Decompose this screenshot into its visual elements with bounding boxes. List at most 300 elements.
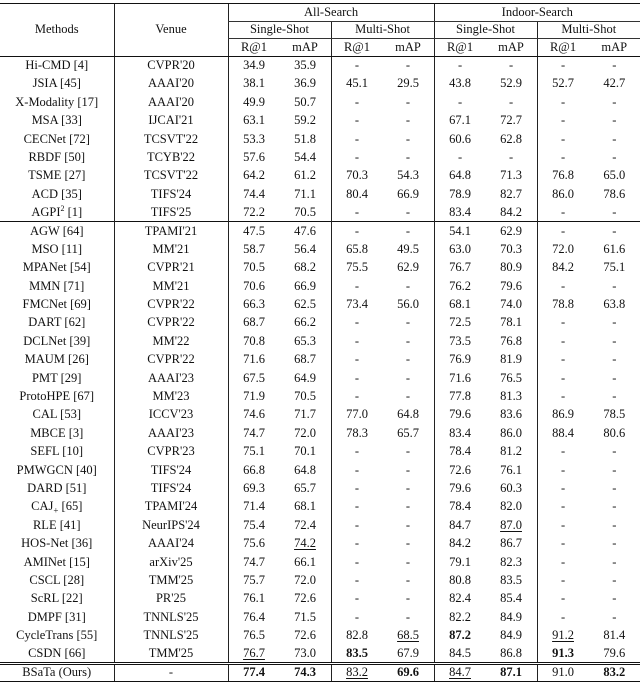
table-row xyxy=(0,56,640,74)
table-row xyxy=(0,571,640,589)
table-row xyxy=(0,663,640,681)
r1-value: 82.2 xyxy=(434,608,486,626)
r1-value: 74.7 xyxy=(228,424,280,442)
method-name: PMT [29] xyxy=(32,370,82,385)
map-value: 65.0 xyxy=(603,168,626,183)
venue: TIFS'24 xyxy=(114,479,228,497)
method-name: CAL [53] xyxy=(32,407,81,422)
map-value: 63.8 xyxy=(603,297,626,312)
r1-value: 72.6 xyxy=(434,461,486,479)
method-name: DART [62] xyxy=(28,315,86,330)
r1-value: 76.5 xyxy=(228,626,280,644)
map-value: 78.5 xyxy=(603,407,626,422)
r1-value: 63.1 xyxy=(228,111,280,129)
map-header: mAP xyxy=(280,39,332,57)
r1-value: - xyxy=(331,387,383,405)
map-value: - xyxy=(612,149,617,164)
table-row xyxy=(0,167,640,185)
map-value: 81.3 xyxy=(500,389,522,403)
r1-value: 75.5 xyxy=(331,259,383,277)
map-value: 67.9 xyxy=(397,645,419,660)
map-value: 50.7 xyxy=(294,94,316,109)
r1-value: 66.8 xyxy=(228,461,280,479)
r1-value: 74.6 xyxy=(228,406,280,424)
map-value: 69.6 xyxy=(383,663,435,681)
map-value: - xyxy=(405,591,411,606)
r1-value: 77.8 xyxy=(434,387,486,405)
r1-value: - xyxy=(537,203,589,221)
table-row xyxy=(0,259,640,277)
r1-value: 53.3 xyxy=(228,130,280,148)
r1-value: 76.7 xyxy=(228,645,280,663)
table-row xyxy=(0,369,640,387)
method-name: RLE [41] xyxy=(32,517,81,532)
venue: ICCV'23 xyxy=(114,406,228,424)
r1-value: 64.2 xyxy=(228,167,280,185)
map-value: 81.4 xyxy=(603,628,626,643)
r1-header: R@1 xyxy=(228,39,280,57)
r1-value: 88.4 xyxy=(537,424,589,442)
map-value: 86.0 xyxy=(500,425,522,440)
r1-value: 83.4 xyxy=(434,203,486,221)
map-value: 72.6 xyxy=(294,591,316,606)
map-value: 74.0 xyxy=(500,297,522,312)
venue: CVPR'22 xyxy=(114,295,228,313)
map-value: 81.2 xyxy=(500,444,522,459)
map-value: - xyxy=(612,499,617,514)
r1-value: 72.2 xyxy=(228,203,280,221)
table-row xyxy=(0,277,640,295)
r1-value: 76.2 xyxy=(434,277,486,295)
map-value: 49.5 xyxy=(397,241,419,256)
r1-value: 70.6 xyxy=(228,277,280,295)
r1-value: - xyxy=(331,479,383,497)
r1-value: 76.7 xyxy=(434,259,486,277)
r1-value: 75.6 xyxy=(228,534,280,552)
map-value: 56.0 xyxy=(397,297,419,312)
map-value: 85.4 xyxy=(500,591,522,606)
r1-value: - xyxy=(331,93,383,111)
map-value: - xyxy=(508,58,514,73)
map-value: 66.2 xyxy=(294,315,316,330)
venue: IJCAI'21 xyxy=(114,111,228,129)
map-value: 70.1 xyxy=(294,444,316,459)
map-value: 42.7 xyxy=(603,76,626,91)
venue: MM'21 xyxy=(114,240,228,258)
map-value: 54.3 xyxy=(397,168,419,183)
map-value: - xyxy=(405,113,411,128)
r1-value: - xyxy=(434,56,486,74)
method-name: CSDN [66] xyxy=(28,645,86,660)
r1-value: 84.7 xyxy=(434,516,486,534)
r1-value: - xyxy=(537,130,589,148)
r1-value: - xyxy=(331,369,383,387)
venue: TIFS'24 xyxy=(114,185,228,203)
map-value: - xyxy=(405,352,411,367)
map-value: - xyxy=(612,333,617,348)
r1-value: 54.1 xyxy=(434,222,486,240)
r1-value: 70.5 xyxy=(228,259,280,277)
table-row xyxy=(0,406,640,424)
map-value: - xyxy=(405,149,411,164)
map-value: 65.3 xyxy=(294,333,316,348)
r1-value: - xyxy=(537,148,589,166)
map-value: - xyxy=(612,58,617,73)
r1-value: 76.9 xyxy=(434,351,486,369)
r1-value: 67.5 xyxy=(228,369,280,387)
r1-value: - xyxy=(331,203,383,221)
map-value: 72.0 xyxy=(294,425,316,440)
table-row xyxy=(0,479,640,497)
venue: PR'25 xyxy=(114,590,228,608)
map-value: - xyxy=(405,517,411,532)
map-value: 59.2 xyxy=(294,113,316,128)
r1-value: - xyxy=(537,498,589,516)
venue: TNNLS'25 xyxy=(114,608,228,626)
map-value: 86.8 xyxy=(500,645,522,660)
map-value: 75.1 xyxy=(603,260,626,275)
map-value: 72.7 xyxy=(500,113,522,128)
map-value: - xyxy=(589,222,640,240)
r1-value: 82.8 xyxy=(331,626,383,644)
venue: TCSVT'22 xyxy=(114,130,228,148)
method-name: FMCNet [69] xyxy=(22,297,91,312)
table-row xyxy=(0,387,640,405)
map-value: 76.8 xyxy=(500,333,522,348)
r1-value: - xyxy=(537,56,589,74)
r1-value: 84.5 xyxy=(434,645,486,663)
map-value: - xyxy=(405,572,411,587)
method-name: X-Modality [17] xyxy=(15,94,99,109)
r1-value: 84.2 xyxy=(537,259,589,277)
r1-value: - xyxy=(331,56,383,74)
r1-value: 66.3 xyxy=(228,295,280,313)
table-row xyxy=(0,553,640,571)
method-name: MPANet [54] xyxy=(22,260,91,275)
map-value: 84.9 xyxy=(500,628,522,643)
r1-value: - xyxy=(331,351,383,369)
map-value: 80.9 xyxy=(500,260,522,275)
r1-value: - xyxy=(331,442,383,460)
map-value: 71.3 xyxy=(500,168,522,183)
venue: TPAMI'21 xyxy=(114,222,228,240)
venue: - xyxy=(114,663,228,681)
map-value: - xyxy=(405,94,411,109)
venue: AAAI'23 xyxy=(114,424,228,442)
r1-value: - xyxy=(537,369,589,387)
map-value: 79.6 xyxy=(603,645,626,660)
map-header: mAP xyxy=(383,39,435,57)
r1-value: - xyxy=(331,222,383,240)
r1-value: 86.9 xyxy=(537,406,589,424)
map-value: - xyxy=(405,499,411,514)
r1-value: - xyxy=(537,332,589,350)
method-name: CSCL [28] xyxy=(29,572,85,587)
method-name: CECNet [72] xyxy=(23,131,90,146)
map-value: 80.6 xyxy=(603,425,626,440)
map-value: 65.7 xyxy=(294,480,316,495)
table-row xyxy=(0,516,640,534)
map-value: 87.0 xyxy=(500,517,522,532)
map-value: 84.9 xyxy=(500,609,522,624)
table-row xyxy=(0,590,640,608)
method-name: Hi-CMD [4] xyxy=(25,58,89,73)
method-name: MAUM [26] xyxy=(24,352,89,367)
all-search-header: All-Search xyxy=(228,4,434,22)
r1-value: 71.4 xyxy=(228,498,280,516)
r1-value: 68.1 xyxy=(434,295,486,313)
venue: AAAI'20 xyxy=(114,93,228,111)
r1-value: 57.6 xyxy=(228,148,280,166)
map-value: - xyxy=(405,131,411,146)
table-row xyxy=(0,75,640,93)
r1-value: - xyxy=(331,553,383,571)
r1-value: 83.5 xyxy=(331,645,383,663)
results-body xyxy=(0,56,640,681)
r1-value: 49.9 xyxy=(228,93,280,111)
table-row xyxy=(0,222,640,240)
venue: CVPR'22 xyxy=(114,351,228,369)
r1-value: 86.0 xyxy=(537,185,589,203)
map-value: 87.1 xyxy=(486,663,538,681)
map-value: 65.7 xyxy=(397,425,419,440)
venue: TNNLS'25 xyxy=(114,626,228,644)
table-row xyxy=(0,442,640,460)
map-value: - xyxy=(612,113,617,128)
table-row xyxy=(0,240,640,258)
map-value: 62.9 xyxy=(486,222,538,240)
r1-value: - xyxy=(331,148,383,166)
table-row xyxy=(0,645,640,663)
map-value: - xyxy=(612,278,617,293)
venue: MM'21 xyxy=(114,277,228,295)
map-value: 68.7 xyxy=(294,352,316,367)
r1-value: 78.8 xyxy=(537,295,589,313)
map-value: - xyxy=(612,554,617,569)
table-row xyxy=(0,424,640,442)
r1-value: - xyxy=(331,461,383,479)
r1-value: 84.2 xyxy=(434,534,486,552)
method-name: DCLNet [39] xyxy=(23,333,91,348)
r1-header: R@1 xyxy=(331,39,383,57)
method-name: JSIA [45] xyxy=(32,76,81,91)
map-value: - xyxy=(612,94,617,109)
venue: CVPR'21 xyxy=(114,259,228,277)
map-value: - xyxy=(405,278,411,293)
r1-value: 74.4 xyxy=(228,185,280,203)
r1-value: 76.1 xyxy=(228,590,280,608)
r1-value: 80.8 xyxy=(434,571,486,589)
r1-value: 78.3 xyxy=(331,424,383,442)
map-value: - xyxy=(405,204,411,219)
r1-value: - xyxy=(537,351,589,369)
r1-value: 74.7 xyxy=(228,553,280,571)
map-value: 29.5 xyxy=(397,76,419,91)
table-row xyxy=(0,332,640,350)
r1-value: 84.7 xyxy=(434,663,486,681)
r1-value: - xyxy=(331,130,383,148)
map-value: - xyxy=(612,609,617,624)
venue: TIFS'25 xyxy=(114,203,228,221)
map-value: 64.8 xyxy=(294,462,316,477)
venue: AAAI'20 xyxy=(114,75,228,93)
table-row xyxy=(0,93,640,111)
r1-value: 73.4 xyxy=(331,295,383,313)
map-value: 86.7 xyxy=(500,536,522,551)
map-value: 66.1 xyxy=(294,554,316,569)
single-shot-header: Single-Shot xyxy=(434,21,537,39)
table-row xyxy=(0,461,640,479)
r1-value: 71.9 xyxy=(228,387,280,405)
r1-value: - xyxy=(537,111,589,129)
r1-value: - xyxy=(331,498,383,516)
map-value: - xyxy=(405,370,411,385)
r1-value: 63.0 xyxy=(434,240,486,258)
map-value: 66.9 xyxy=(294,278,316,293)
method-name: MMN [71] xyxy=(29,278,85,293)
method-name: HOS-Net [36] xyxy=(21,536,93,551)
map-value: 70.5 xyxy=(294,389,316,403)
venue-header: Venue xyxy=(114,4,228,57)
r1-value: - xyxy=(537,314,589,332)
map-value: - xyxy=(612,389,617,403)
method-name: AMINet [15] xyxy=(23,554,90,569)
r1-value: - xyxy=(537,387,589,405)
map-value: 62.5 xyxy=(294,297,316,312)
r1-value: 80.4 xyxy=(331,185,383,203)
r1-value: - xyxy=(331,277,383,295)
venue: TIFS'24 xyxy=(114,461,228,479)
r1-value: - xyxy=(537,608,589,626)
table-row xyxy=(0,498,640,516)
r1-value: 79.1 xyxy=(434,553,486,571)
r1-value: 83.2 xyxy=(331,663,383,681)
method-name: AGW [64] xyxy=(0,222,114,240)
r1-value: 72.0 xyxy=(537,240,589,258)
table-row xyxy=(0,534,640,552)
map-value: 84.2 xyxy=(500,204,522,219)
r1-value: 58.7 xyxy=(228,240,280,258)
map-value: - xyxy=(612,315,617,330)
multi-shot-header: Multi-Shot xyxy=(537,21,640,39)
method-name: DARD [51] xyxy=(27,480,87,495)
map-value: 73.0 xyxy=(294,645,316,660)
venue: CVPR'20 xyxy=(114,56,228,74)
table-row xyxy=(0,148,640,166)
map-value: - xyxy=(405,315,411,330)
r1-value: 47.5 xyxy=(228,222,280,240)
table-row xyxy=(0,626,640,644)
results-table xyxy=(0,3,640,682)
r1-value: 71.6 xyxy=(434,369,486,387)
map-value: - xyxy=(405,444,411,459)
r1-value: - xyxy=(434,148,486,166)
method-name: BSaTa (Ours) xyxy=(0,663,114,681)
method-name: MSA [33] xyxy=(31,113,82,128)
map-value: 78.6 xyxy=(603,186,626,201)
map-header: mAP xyxy=(589,39,640,57)
map-value: - xyxy=(405,480,411,495)
map-value: 76.5 xyxy=(500,370,522,385)
r1-value: - xyxy=(331,534,383,552)
r1-value: - xyxy=(331,590,383,608)
map-value: 68.5 xyxy=(397,628,419,643)
map-value: - xyxy=(612,462,617,477)
table-row xyxy=(0,203,640,221)
r1-value: 43.8 xyxy=(434,75,486,93)
table-row xyxy=(0,314,640,332)
method-name: RBDF [50] xyxy=(28,149,86,164)
table-row xyxy=(0,185,640,203)
method-name: MBCE [3] xyxy=(30,425,84,440)
map-value: 79.6 xyxy=(500,278,522,293)
r1-value: 72.5 xyxy=(434,314,486,332)
map-value: 35.9 xyxy=(294,58,316,73)
map-value: - xyxy=(508,94,514,109)
r1-value: - xyxy=(537,479,589,497)
r1-value: 82.4 xyxy=(434,590,486,608)
map-value: - xyxy=(405,389,411,403)
map-value: 72.6 xyxy=(294,628,316,643)
r1-value: 68.7 xyxy=(228,314,280,332)
r1-value: 87.2 xyxy=(434,626,486,644)
r1-value: - xyxy=(537,222,589,240)
map-value: 82.0 xyxy=(500,499,522,514)
multi-shot-header: Multi-Shot xyxy=(331,21,434,39)
map-value: 72.4 xyxy=(294,517,316,532)
map-value: 71.1 xyxy=(294,186,316,201)
map-value: - xyxy=(405,462,411,477)
r1-value: - xyxy=(537,277,589,295)
r1-value: 70.8 xyxy=(228,332,280,350)
r1-value: 67.1 xyxy=(434,111,486,129)
r1-value: 45.1 xyxy=(331,75,383,93)
map-value: - xyxy=(405,536,411,551)
r1-value: - xyxy=(537,590,589,608)
map-value: - xyxy=(383,222,435,240)
indoor-search-header: Indoor-Search xyxy=(434,4,640,22)
map-value: - xyxy=(612,536,617,551)
map-value: 54.4 xyxy=(294,149,316,164)
r1-header: R@1 xyxy=(434,39,486,57)
r1-value: 83.4 xyxy=(434,424,486,442)
r1-value: 71.6 xyxy=(228,351,280,369)
r1-header: R@1 xyxy=(537,39,589,57)
venue: arXiv'25 xyxy=(114,553,228,571)
map-value: - xyxy=(612,444,617,459)
r1-value: 65.8 xyxy=(331,240,383,258)
r1-value: 77.4 xyxy=(228,663,280,681)
venue: TPAMI'24 xyxy=(114,498,228,516)
method-name: $CAJ_+$ [65] xyxy=(31,498,83,516)
r1-value: 91.2 xyxy=(537,626,589,644)
venue: TMM'25 xyxy=(114,571,228,589)
table-row xyxy=(0,295,640,313)
r1-value: 73.5 xyxy=(434,332,486,350)
map-value: - xyxy=(612,131,617,146)
map-value: - xyxy=(612,591,617,606)
map-value: 83.2 xyxy=(589,663,640,681)
r1-value: - xyxy=(331,332,383,350)
r1-value: 75.7 xyxy=(228,571,280,589)
method-name: TSME [27] xyxy=(28,168,86,183)
map-value: - xyxy=(612,352,617,367)
map-value: - xyxy=(405,333,411,348)
map-value: 47.6 xyxy=(280,222,332,240)
map-value: - xyxy=(612,517,617,532)
venue: MM'23 xyxy=(114,387,228,405)
r1-value: 77.0 xyxy=(331,406,383,424)
